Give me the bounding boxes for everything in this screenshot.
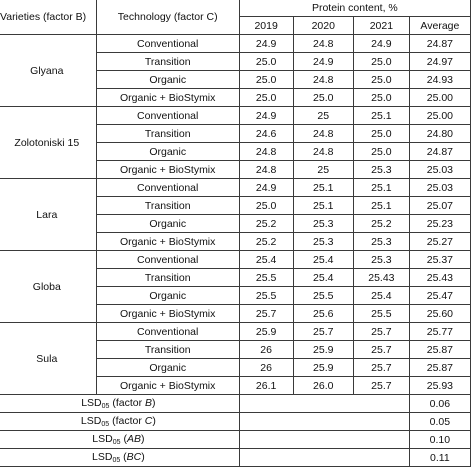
value-2020: 24.8 xyxy=(293,35,353,53)
value-2020: 25 xyxy=(293,107,353,125)
lsd-row xyxy=(0,413,471,431)
technology-name: Organic xyxy=(96,143,239,161)
value-2021: 25.2 xyxy=(353,215,409,233)
variety-name: Sula xyxy=(0,323,96,395)
value-2019: 24.9 xyxy=(239,107,293,125)
lsd-empty-cell xyxy=(239,413,409,431)
lsd-label xyxy=(0,395,239,413)
value-2020: 26.0 xyxy=(293,377,353,395)
table-body xyxy=(0,35,471,467)
value-2020: 25.3 xyxy=(293,215,353,233)
value-2020: 25.6 xyxy=(293,305,353,323)
lsd-paren-open: ( xyxy=(120,451,127,463)
value-2021: 25.5 xyxy=(353,305,409,323)
value-2021: 25.7 xyxy=(353,341,409,359)
value-2020: 25.4 xyxy=(293,251,353,269)
lsd-value: 0.10 xyxy=(409,431,470,449)
lsd-value: 0.11 xyxy=(409,449,470,467)
value-2019: 26.1 xyxy=(239,377,293,395)
value-average: 24.87 xyxy=(409,143,470,161)
value-2021: 25.0 xyxy=(353,53,409,71)
lsd-base: LSD xyxy=(81,397,102,409)
lsd-paren-open: ( xyxy=(120,433,127,445)
value-2020: 25.7 xyxy=(293,323,353,341)
value-average: 25.00 xyxy=(409,107,470,125)
value-average: 25.60 xyxy=(409,305,470,323)
variety-name: Glyana xyxy=(0,35,96,107)
value-2020: 25.9 xyxy=(293,341,353,359)
technology-name: Transition xyxy=(96,341,239,359)
value-2019: 24.8 xyxy=(239,143,293,161)
lsd-base: LSD xyxy=(92,433,113,445)
technology-name: Conventional xyxy=(96,35,239,53)
value-2021: 25.7 xyxy=(353,377,409,395)
lsd-subscript: 05 xyxy=(101,421,110,428)
lsd-empty-cell xyxy=(239,395,409,413)
value-2019: 24.9 xyxy=(239,35,293,53)
lsd-factor: AB xyxy=(126,433,141,445)
value-2019: 25.2 xyxy=(239,215,293,233)
lsd-subscript: 05 xyxy=(101,403,110,410)
variety-name: Globa xyxy=(0,251,96,323)
value-2019: 25.0 xyxy=(239,53,293,71)
value-2019: 25.5 xyxy=(239,287,293,305)
value-2019: 25.9 xyxy=(239,323,293,341)
lsd-subscript: 05 xyxy=(112,439,121,446)
lsd-empty-cell xyxy=(239,449,409,467)
value-average: 25.93 xyxy=(409,377,470,395)
table-row xyxy=(0,35,471,53)
value-average: 25.43 xyxy=(409,269,470,287)
value-2020: 25.4 xyxy=(293,269,353,287)
lsd-paren-open: (factor xyxy=(109,415,145,427)
value-average: 24.87 xyxy=(409,35,470,53)
value-2019: 24.9 xyxy=(239,179,293,197)
header-year-2021: 2021 xyxy=(353,17,409,35)
value-2021: 25.0 xyxy=(353,143,409,161)
technology-name: Organic + BioStymix xyxy=(96,233,239,251)
lsd-paren-close: ) xyxy=(141,451,145,463)
value-2019: 25.0 xyxy=(239,89,293,107)
lsd-factor: C xyxy=(144,415,153,427)
technology-name: Conventional xyxy=(96,107,239,125)
lsd-paren-close: ) xyxy=(152,397,156,409)
value-2020: 25 xyxy=(293,161,353,179)
technology-name: Conventional xyxy=(96,323,239,341)
lsd-label xyxy=(0,431,239,449)
value-2020: 24.8 xyxy=(293,125,353,143)
value-average: 24.93 xyxy=(409,71,470,89)
value-average: 25.37 xyxy=(409,251,470,269)
table-row xyxy=(0,179,471,197)
table-row xyxy=(0,323,471,341)
header-varieties: Varieties (factor B) xyxy=(0,0,96,35)
value-2021: 25.3 xyxy=(353,233,409,251)
value-2021: 25.7 xyxy=(353,323,409,341)
value-average: 25.27 xyxy=(409,233,470,251)
value-2021: 25.7 xyxy=(353,359,409,377)
technology-name: Organic + BioStymix xyxy=(96,377,239,395)
value-average: 25.47 xyxy=(409,287,470,305)
header-average: Average xyxy=(409,17,470,35)
value-average: 25.07 xyxy=(409,197,470,215)
variety-name: Lara xyxy=(0,179,96,251)
technology-name: Transition xyxy=(96,125,239,143)
lsd-value: 0.06 xyxy=(409,395,470,413)
technology-name: Organic + BioStymix xyxy=(96,89,239,107)
value-2021: 25.3 xyxy=(353,161,409,179)
lsd-row xyxy=(0,395,471,413)
technology-name: Organic xyxy=(96,215,239,233)
value-2021: 24.9 xyxy=(353,35,409,53)
value-2019: 25.2 xyxy=(239,233,293,251)
value-2020: 25.3 xyxy=(293,233,353,251)
value-2020: 25.9 xyxy=(293,359,353,377)
value-2019: 25.4 xyxy=(239,251,293,269)
technology-name: Conventional xyxy=(96,179,239,197)
lsd-subscript: 05 xyxy=(112,457,121,464)
value-average: 25.87 xyxy=(409,359,470,377)
technology-name: Transition xyxy=(96,53,239,71)
header-protein-content: Protein content, % xyxy=(239,0,470,17)
technology-name: Organic xyxy=(96,359,239,377)
value-2019: 25.7 xyxy=(239,305,293,323)
value-2021: 25.1 xyxy=(353,197,409,215)
technology-name: Organic xyxy=(96,287,239,305)
value-2021: 25.43 xyxy=(353,269,409,287)
value-2020: 24.8 xyxy=(293,71,353,89)
lsd-paren-open: (factor xyxy=(109,397,146,409)
value-average: 25.03 xyxy=(409,179,470,197)
value-2019: 25.5 xyxy=(239,269,293,287)
value-average: 24.97 xyxy=(409,53,470,71)
header-technology: Technology (factor C) xyxy=(96,0,239,35)
value-2021: 25.1 xyxy=(353,179,409,197)
lsd-empty-cell xyxy=(239,431,409,449)
value-2019: 26 xyxy=(239,341,293,359)
value-average: 25.03 xyxy=(409,161,470,179)
lsd-paren-close: ) xyxy=(152,415,156,427)
value-2019: 25.0 xyxy=(239,197,293,215)
lsd-value: 0.05 xyxy=(409,413,470,431)
technology-name: Organic xyxy=(96,71,239,89)
value-2020: 24.9 xyxy=(293,53,353,71)
value-2020: 25.0 xyxy=(293,89,353,107)
value-2021: 25.0 xyxy=(353,89,409,107)
value-2019: 26 xyxy=(239,359,293,377)
lsd-row xyxy=(0,431,471,449)
value-2020: 25.1 xyxy=(293,179,353,197)
value-2019: 25.0 xyxy=(239,71,293,89)
value-average: 25.87 xyxy=(409,341,470,359)
value-2020: 24.8 xyxy=(293,143,353,161)
lsd-row xyxy=(0,449,471,467)
technology-name: Transition xyxy=(96,269,239,287)
lsd-factor: BC xyxy=(126,451,142,463)
value-2019: 24.8 xyxy=(239,161,293,179)
table-row xyxy=(0,107,471,125)
value-2019: 24.6 xyxy=(239,125,293,143)
value-2021: 25.0 xyxy=(353,71,409,89)
value-average: 25.77 xyxy=(409,323,470,341)
table-row xyxy=(0,251,471,269)
lsd-base: LSD xyxy=(80,415,102,427)
value-2021: 25.0 xyxy=(353,125,409,143)
lsd-label xyxy=(0,449,239,467)
technology-name: Organic + BioStymix xyxy=(96,161,239,179)
header-year-2020: 2020 xyxy=(293,17,353,35)
value-average: 25.23 xyxy=(409,215,470,233)
value-2021: 25.3 xyxy=(353,251,409,269)
value-2021: 25.1 xyxy=(353,107,409,125)
technology-name: Conventional xyxy=(96,251,239,269)
lsd-paren-close: ) xyxy=(140,433,145,445)
technology-name: Organic + BioStymix xyxy=(96,305,239,323)
header-year-2019: 2019 xyxy=(239,17,293,35)
lsd-label xyxy=(0,413,239,431)
value-2020: 25.1 xyxy=(293,197,353,215)
value-average: 25.00 xyxy=(409,89,470,107)
lsd-factor: B xyxy=(145,397,153,409)
lsd-base: LSD xyxy=(92,451,113,463)
variety-name: Zolotoniski 15 xyxy=(0,107,96,179)
technology-name: Transition xyxy=(96,197,239,215)
value-average: 24.80 xyxy=(409,125,470,143)
value-2021: 25.4 xyxy=(353,287,409,305)
value-2020: 25.5 xyxy=(293,287,353,305)
